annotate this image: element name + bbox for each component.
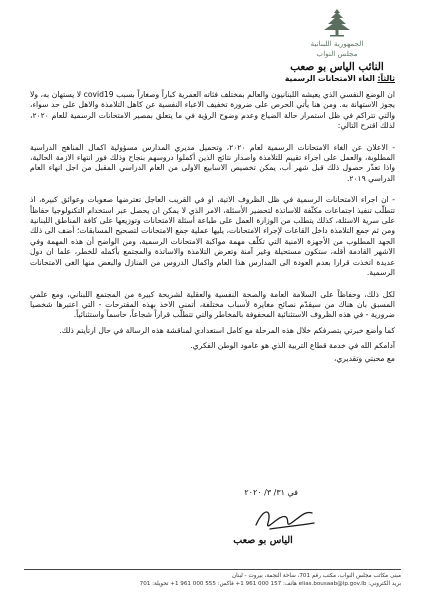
letterhead (277, 8, 397, 73)
closing-salutation: مع محبتي وتقديري، (333, 353, 395, 363)
handwritten-signature (250, 503, 320, 537)
cedar-logo-icon (320, 8, 354, 38)
republic-label: الجمهورية اللبنانية (310, 39, 364, 48)
parliament-label: مجلس النواب (316, 49, 358, 58)
paragraph-difficulties: - ان اجراء الامتحانات الرسمية في ظل الظروف الاتية، او في القريب العاجل تعترضها صعوبات وعوائق كبيرة، اذ تتطلّب تنفيذ اجتماعات مكثّفة للاساتذة لتحضير الأسئلة، الامر الذي لا يمكن ان يحصل عبر استخدام التكنولوجيا حفاظاً على سرية الاسئلة، كذلك يتطلب من الوزارة العمل على طباعة أسئلة الامتحانات وتوزيعها على كافة المناطق اللبنانية ومن ثم جمع التلامذة داخل القاعات لإجراء الامتحانات، يليها عملية جمع الامتحانات لتصحيح المسابقات؛ أضف الى ذلك الجهد المطلوب من الأجهزة الامنية التي تكلّف مهمة مواكبة الامتحانات الرسمية، ومن الواضح أن هذه المهمة وفي الاشهر القادمة أقله، ستكون مستحيلة وغير آمنة وتعرض التلامذة والاساتذة والمجتمع بأكمله للخطر، علما ان دول عديدة اتخذت قرارا بعدم العودة الى المدارس هذا العام واكمال الدروس من المنازل والبعض منها الغى الامتحانات الرسمية. (30, 195, 395, 278)
paragraph-intro: ان الوضع النفسي الذي يعيشه اللبنانيون والعالم بمختلف فئاته العمرية كباراً وصغاراً بسبب covid19 لا يستهان به، ولا يجوز الاستهانة به. ومن هنا يأتي الحرص على ضرورة تخفيف الاعباء النفسية عن كاهل التلامذة والاهل على حد سواء، والتي تتراكم في ظل استمرار حالة الضياع وعدم وضوح الرؤية في ما يتعلق بمصير الامتحانات الرسمية للعام ٢٠٢٠، لذلك اقترح التالي: (30, 90, 395, 131)
subject-text: الغاء الامتحانات الرسمية (284, 74, 378, 83)
subject-number: ثالثاً: (377, 74, 395, 83)
letter-body (30, 74, 395, 366)
subject-line (30, 74, 395, 83)
footer-address: مبنى مكاتب مجلس النواب، مكتب رقم 701، ساحة النجمة، بيروت - لبنان (231, 573, 401, 579)
footer-contact: بريد الكتروني: elias.bousaab@lp.gov.lb هاتف: 157 000 961 1+ فاكس: 555 000 961 1+ تحويلة: 701 (139, 581, 401, 587)
letter-date: في ٣١/ ٣/ ٢٠٢٠ (244, 488, 298, 497)
signature-name: الياس بو صعب (233, 535, 293, 546)
mp-name: النائب الياس بو صعب (290, 61, 384, 73)
footer-divider (24, 569, 401, 570)
paragraph-expertise: كما وأضع خبرتي بتصرفكم خلال هذه المرحلة مع كامل استعدادي لمناقشة هذه الرسالة في حال ارتأيتم ذلك. (59, 325, 395, 335)
paragraph-cancel: - الاعلان عن الغاء الامتحانات الرسمية لعام ٢٠٢٠، وتحميل مديري المدارس مسؤولية اكمال المناهج الدراسية المطلوبة، والعمل على اجراء تقييم للتلامذة واصدار نتائج الذين أكملوا دروسهم بنجاح وذلك فور انتهاء الازمة الحالية، واذا تعذّر حصول ذلك قبل شهر أب، يمكن تخصيص الاسابيع الاولى من العام الدراسي المقبل من اجل انهاء العام الدراسي ٢٠١٩. (30, 142, 396, 183)
paragraph-conclusion: لكل ذلك، وحفاظاً على السلامة العامة والصحة النفسية والعقلية لشريحة كبيرة من المجتمع اللبناني، ومع علمي المسبق بان هناك من سيقدّم نصائح مغايرة لأسباب مختلفة، أتمنى الاخذ بهذه المقترحات - التي اعتبرها شخصيا ضرورية - في هذه الظروف الاستثنائية المحفوفة بالمخاطر والتي تتطلّب قراراً شجاعاً، حاسماً واستثنائياً. (30, 289, 395, 320)
paragraph-blessing: آدامكم الله في خدمة قطاع التربية الذي هو عامود الوطن الفكري. (190, 341, 395, 351)
footer (24, 572, 401, 588)
